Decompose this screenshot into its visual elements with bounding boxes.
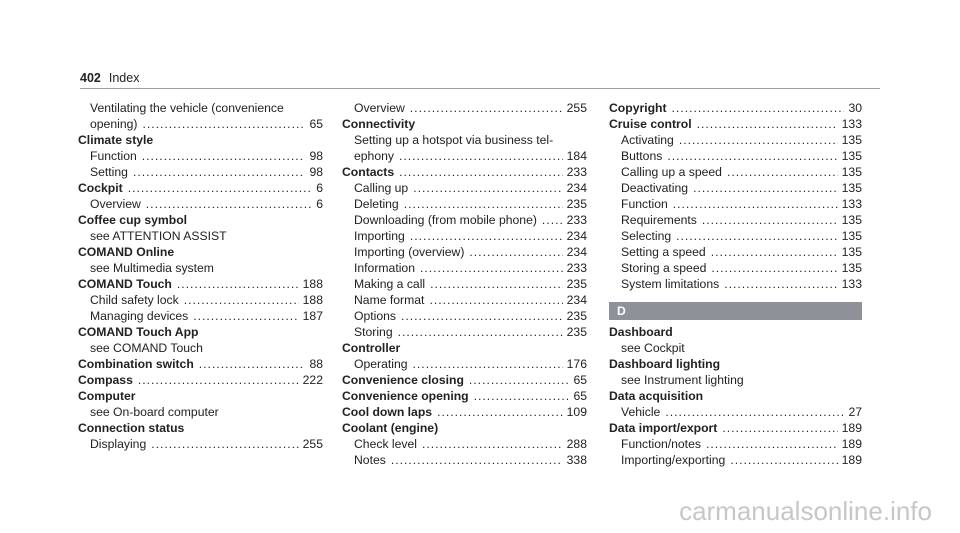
entry-label: Function (90, 149, 137, 163)
entry-label: Deactivating (621, 181, 689, 195)
page-ref[interactable]: 222 (302, 373, 323, 387)
page-ref[interactable]: 135 (841, 165, 862, 179)
entry-label: Setting a speed (621, 245, 706, 259)
entry-label: Controller (342, 341, 401, 355)
leader-dots (398, 324, 563, 340)
index-subentry[interactable] (342, 308, 587, 324)
entry-label: Storing a speed (621, 261, 707, 275)
index-entry (342, 420, 587, 436)
page-ref[interactable]: 30 (848, 101, 862, 115)
index-subentry[interactable] (342, 324, 587, 340)
index-subentry[interactable] (342, 212, 587, 228)
entry-label: Coolant (engine) (342, 421, 439, 435)
index-subentry (78, 100, 323, 116)
index-subentry[interactable] (609, 404, 862, 420)
index-subentry[interactable] (342, 228, 587, 244)
index-subentry[interactable] (342, 148, 587, 164)
entry-label: Cool down laps (342, 405, 433, 419)
index-entry[interactable] (609, 116, 862, 132)
entry-label: Coffee cup symbol (78, 213, 188, 227)
page-ref[interactable]: 176 (566, 357, 587, 371)
leader-dots (542, 212, 563, 228)
page-ref[interactable]: 135 (841, 149, 862, 163)
entry-label: Activating (621, 133, 674, 147)
page-ref[interactable]: 188 (302, 277, 323, 291)
leader-dots (469, 372, 570, 388)
leader-dots (193, 308, 298, 324)
page-ref[interactable]: 255 (302, 437, 323, 451)
entry-label: Setting (90, 165, 128, 179)
entry-label: Cockpit (78, 181, 123, 195)
leader-dots (410, 228, 563, 244)
leader-dots (138, 372, 299, 388)
page-number: 402 (80, 71, 101, 85)
entry-label: Data import/export (609, 421, 718, 435)
entry-label: see Multimedia system (90, 261, 214, 275)
leader-dots (177, 276, 299, 292)
page-ref[interactable]: 135 (841, 213, 862, 227)
page-ref[interactable]: 135 (841, 133, 862, 147)
index-column-3 (609, 100, 862, 468)
leader-dots (727, 164, 838, 180)
entry-label: Importing/exporting (621, 453, 726, 467)
index-subentry[interactable] (609, 244, 862, 260)
index-subentry[interactable] (342, 452, 587, 468)
index-subentry[interactable] (342, 260, 587, 276)
entry-label: Overview (90, 197, 141, 211)
leader-dots (697, 116, 838, 132)
index-subentry (78, 404, 323, 420)
leader-dots (672, 100, 845, 116)
page-ref[interactable]: 109 (566, 405, 587, 419)
page-ref[interactable]: 234 (566, 229, 587, 243)
leader-dots (401, 308, 563, 324)
page-ref[interactable]: 235 (566, 277, 587, 291)
page-header (80, 71, 139, 85)
page-ref[interactable]: 133 (841, 197, 862, 211)
index-entry[interactable] (78, 276, 323, 292)
entry-label: Compass (78, 373, 133, 387)
leader-dots (151, 436, 298, 452)
section-letter: D (609, 302, 862, 320)
leader-dots (430, 276, 563, 292)
index-subentry[interactable] (609, 196, 862, 212)
leader-dots (693, 180, 838, 196)
entry-label: COMAND Touch App (78, 325, 199, 339)
index-entry (609, 356, 862, 372)
entry-label: Name format (354, 293, 425, 307)
index-subentry[interactable] (342, 100, 587, 116)
index-entry (78, 324, 323, 340)
page-ref[interactable]: 189 (841, 421, 862, 435)
page-ref[interactable]: 188 (302, 293, 323, 307)
index-subentry (609, 340, 862, 356)
entry-label: Storing (354, 325, 393, 339)
index-subentry[interactable] (78, 308, 323, 324)
index-entry[interactable] (78, 356, 323, 372)
entry-label: see COMAND Touch (90, 341, 203, 355)
page-ref[interactable]: 135 (841, 229, 862, 243)
index-entry[interactable] (342, 164, 587, 180)
leader-dots (706, 436, 838, 452)
leader-dots (410, 100, 563, 116)
entry-label: Options (354, 309, 397, 323)
index-subentry[interactable] (342, 196, 587, 212)
entry-label: Calling up (354, 181, 409, 195)
leader-dots (184, 292, 299, 308)
index-subentry[interactable] (609, 212, 862, 228)
entry-label: ephony (354, 149, 394, 163)
entry-label: Importing (overview) (354, 245, 465, 259)
index-entry[interactable] (609, 420, 862, 436)
page-ref[interactable]: 135 (841, 181, 862, 195)
entry-label: Convenience closing (342, 373, 464, 387)
leader-dots (437, 404, 563, 420)
index-subentry[interactable] (78, 116, 323, 132)
entry-label: see ATTENTION ASSIST (90, 229, 227, 243)
entry-label: Ventilating the vehicle (convenience (90, 101, 284, 115)
page-ref[interactable]: 234 (566, 245, 587, 259)
index-entry (78, 388, 323, 404)
entry-label: see Cockpit (621, 341, 685, 355)
index-subentry[interactable] (609, 260, 862, 276)
index-subentry (78, 228, 323, 244)
entry-label: Selecting (621, 229, 672, 243)
index-entry (78, 420, 323, 436)
watermark: carmanualsonline.info (679, 496, 932, 526)
entry-label: see On-board computer (90, 405, 219, 419)
page-ref[interactable]: 189 (841, 453, 862, 467)
page-ref[interactable]: 235 (566, 309, 587, 323)
leader-dots (391, 452, 563, 468)
page-ref[interactable]: 235 (566, 325, 587, 339)
index-subentry[interactable] (342, 180, 587, 196)
index-entry (609, 388, 862, 404)
entry-label: Convenience opening (342, 389, 469, 403)
leader-dots (399, 148, 563, 164)
leader-dots (469, 244, 562, 260)
entry-label: Dashboard lighting (609, 357, 721, 371)
page-ref[interactable]: 255 (566, 101, 587, 115)
page-ref[interactable]: 233 (566, 261, 587, 275)
page-ref[interactable]: 65 (573, 389, 587, 403)
index-entry[interactable] (78, 180, 323, 196)
entry-label: Making a call (354, 277, 426, 291)
page-ref[interactable]: 98 (309, 165, 323, 179)
page-ref[interactable]: 187 (302, 309, 323, 323)
page-ref[interactable]: 189 (841, 437, 862, 451)
leader-dots (128, 180, 313, 196)
index-entry[interactable] (342, 404, 587, 420)
leader-dots (142, 116, 305, 132)
entry-label: Function (621, 197, 668, 211)
index-subentry[interactable] (78, 436, 323, 452)
page-ref[interactable]: 27 (848, 405, 862, 419)
index-subentry[interactable] (78, 148, 323, 164)
index-subentry[interactable] (78, 196, 323, 212)
entry-label: Child safety lock (90, 293, 179, 307)
index-entry (342, 116, 587, 132)
page-ref[interactable]: 288 (566, 437, 587, 451)
page-ref[interactable]: 338 (566, 453, 587, 467)
index-subentry (78, 260, 323, 276)
page-ref[interactable]: 98 (309, 149, 323, 163)
entry-label: Operating (354, 357, 408, 371)
entry-label: Function/notes (621, 437, 701, 451)
entry-label: Importing (354, 229, 405, 243)
page-ref[interactable]: 65 (573, 373, 587, 387)
leader-dots (730, 452, 837, 468)
index-subentry[interactable] (342, 356, 587, 372)
page-ref[interactable]: 133 (841, 277, 862, 291)
page-ref[interactable]: 6 (316, 197, 323, 211)
entry-label: Data acquisition (609, 389, 704, 403)
index-column-2 (342, 100, 587, 468)
page-ref[interactable]: 88 (309, 357, 323, 371)
index-subentry[interactable] (609, 276, 862, 292)
entry-label: System limitations (621, 277, 720, 291)
index-subentry[interactable] (78, 292, 323, 308)
page-ref[interactable]: 233 (566, 165, 587, 179)
leader-dots (404, 196, 563, 212)
entry-label: Downloading (from mobile phone) (354, 213, 537, 227)
leader-dots (711, 260, 837, 276)
leader-dots (711, 244, 838, 260)
page-ref[interactable]: 234 (566, 293, 587, 307)
leader-dots (724, 276, 837, 292)
leader-dots (199, 356, 306, 372)
entry-label: opening) (90, 117, 138, 131)
leader-dots (142, 148, 306, 164)
entry-label: Dashboard (609, 325, 673, 339)
entry-label: see Instrument lighting (621, 373, 744, 387)
entry-label: Buttons (621, 149, 663, 163)
entry-label: Displaying (90, 437, 147, 451)
page-ref[interactable]: 235 (566, 197, 587, 211)
page-ref[interactable]: 234 (566, 181, 587, 195)
page-title: Index (108, 71, 140, 85)
entry-label: COMAND Online (78, 245, 175, 259)
entry-label: Computer (78, 389, 136, 403)
index-subentry[interactable] (609, 164, 862, 180)
index-subentry[interactable] (609, 452, 862, 468)
index-entry (78, 132, 323, 148)
index-subentry (78, 340, 323, 356)
leader-dots (133, 164, 305, 180)
page-ref[interactable]: 184 (566, 149, 587, 163)
index-subentry (342, 132, 587, 148)
page-ref[interactable]: 233 (566, 213, 587, 227)
page-ref[interactable]: 133 (841, 117, 862, 131)
index-entry[interactable] (78, 372, 323, 388)
entry-label: Cruise control (609, 117, 692, 131)
entry-label: Connectivity (342, 117, 416, 131)
page-ref[interactable]: 65 (309, 117, 323, 131)
leader-dots (679, 132, 838, 148)
leader-dots (422, 436, 563, 452)
page-ref[interactable]: 6 (316, 181, 323, 195)
entry-label: Vehicle (621, 405, 661, 419)
leader-dots (420, 260, 563, 276)
leader-dots (429, 292, 562, 308)
index-entry[interactable] (609, 100, 862, 116)
entry-label: Contacts (342, 165, 395, 179)
index-entry (78, 212, 323, 228)
leader-dots (146, 196, 312, 212)
index-subentry[interactable] (609, 436, 862, 452)
leader-dots (665, 404, 844, 420)
index-column-1 (78, 100, 323, 452)
page-ref[interactable]: 135 (841, 245, 862, 259)
index-subentry (609, 372, 862, 388)
page-ref[interactable]: 135 (841, 261, 862, 275)
entry-label: COMAND Touch (78, 277, 172, 291)
entry-label: Climate style (78, 133, 154, 147)
index-subentry[interactable] (342, 276, 587, 292)
leader-dots (413, 356, 563, 372)
entry-label: Check level (354, 437, 417, 451)
index-subentry[interactable] (78, 164, 323, 180)
index-entry (342, 340, 587, 356)
index-subentry[interactable] (342, 436, 587, 452)
index-entry[interactable] (342, 388, 587, 404)
entry-label: Requirements (621, 213, 697, 227)
index-entry (609, 324, 862, 340)
index-subentry[interactable] (609, 180, 862, 196)
index-entry (78, 244, 323, 260)
index-subentry[interactable] (342, 244, 587, 260)
index-entry[interactable] (342, 372, 587, 388)
leader-dots (722, 420, 837, 436)
leader-dots (413, 180, 562, 196)
entry-label: Copyright (609, 101, 667, 115)
entry-label: Connection status (78, 421, 185, 435)
header-divider (80, 88, 880, 89)
index-subentry[interactable] (609, 148, 862, 164)
entry-label: Setting up a hotspot via business tel- (354, 133, 554, 147)
index-subentry[interactable] (609, 132, 862, 148)
leader-dots (667, 148, 837, 164)
leader-dots (702, 212, 838, 228)
leader-dots (676, 228, 838, 244)
entry-label: Information (354, 261, 415, 275)
leader-dots (474, 388, 570, 404)
entry-label: Notes (354, 453, 386, 467)
entry-label: Managing devices (90, 309, 189, 323)
entry-label: Calling up a speed (621, 165, 722, 179)
leader-dots (399, 164, 563, 180)
entry-label: Combination switch (78, 357, 194, 371)
index-subentry[interactable] (342, 292, 587, 308)
entry-label: Deleting (354, 197, 399, 211)
index-subentry[interactable] (609, 228, 862, 244)
entry-label: Overview (354, 101, 405, 115)
leader-dots (673, 196, 838, 212)
